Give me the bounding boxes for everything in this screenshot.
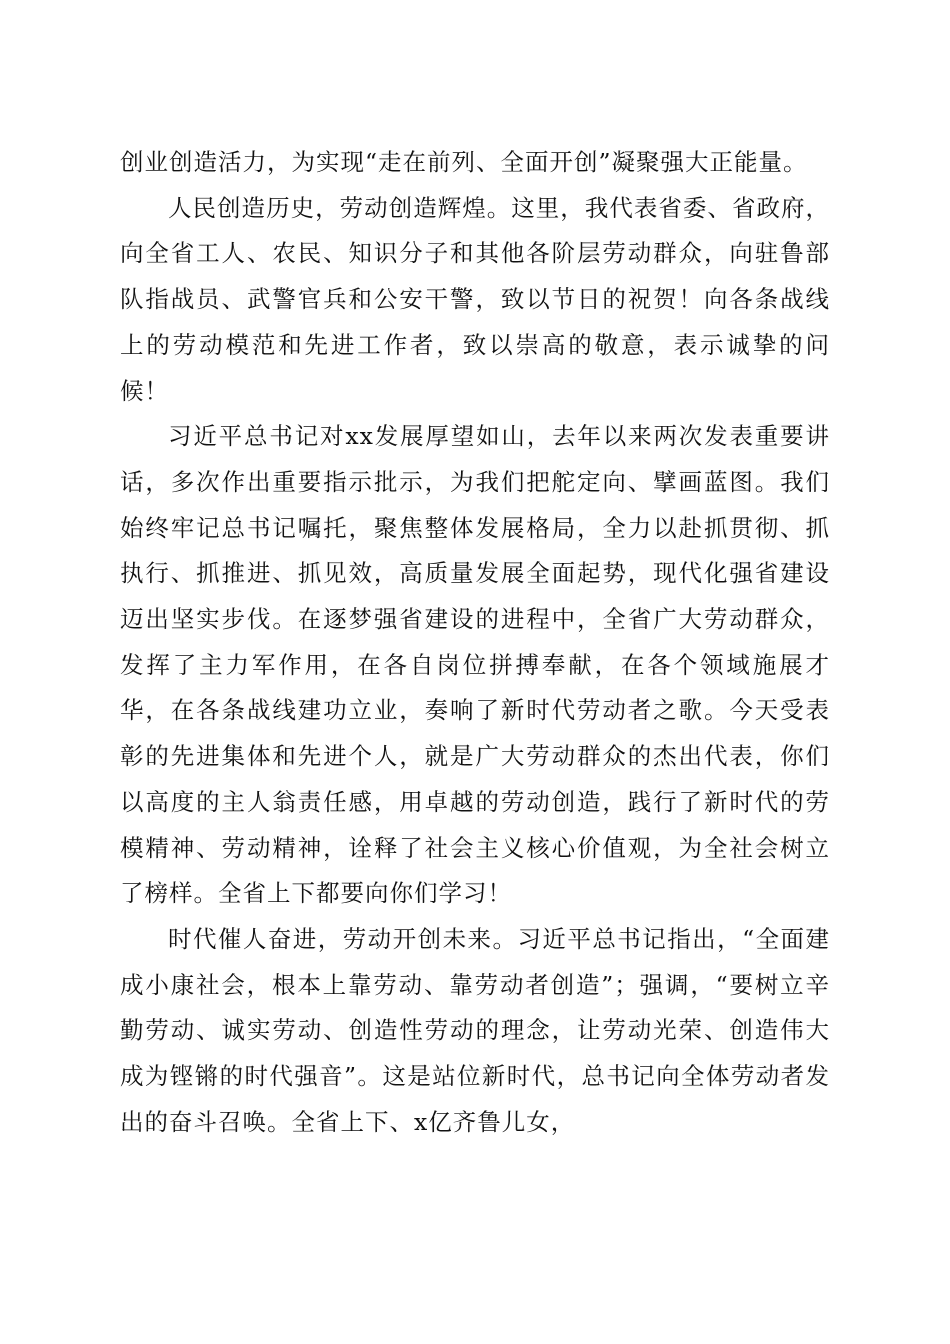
paragraph: 习近平总书记对xx发展厚望如山，去年以来两次发表重要讲话，多次作出重要指示批示，为我们把舵定向、擘画蓝图。我们始终牢记总书记嘱托，聚焦整体发展格局，全力以赴抓贯彻、抓执行、抓推进、抓见效，高质量发展全面起势，现代化强省建设迈出坚实步伐。在逐梦强省建设的进程中，全省广大劳动群众，发挥了主力军作用，在各自岗位拼搏奉献，在各个领域施展才华，在各条战线建功立业，奏响了新时代劳动者之歌。今天受表彰的先进集体和先进个人，就是广大劳动群众的杰出代表，你们以高度的主人翁责任感，用卓越的劳动创造，践行了新时代的劳模精神、劳动精神，诠释了社会主义核心价值观，为全社会树立了榜样。全省上下都要向你们学习！ [120, 422, 830, 908]
paragraph: 时代催人奋进，劳动开创未来。习近平总书记指出，“全面建成小康社会，根本上靠劳动、靠劳动者创造”；强调，“要树立辛勤劳动、诚实劳动、创造性劳动的理念，让劳动光荣、创造伟大成为铿锵的时代强音”。这是站位新时代，总书记向全体劳动者发出的奋斗召唤。全省上下、x亿齐鲁儿女， [120, 924, 830, 1136]
paragraph-continuation: 创业创造活力，为实现“走在前列、全面开创”凝聚强大正能量。 [120, 148, 808, 176]
document-body [120, 140, 830, 1145]
paragraph: 人民创造历史，劳动创造辉煌。这里，我代表省委、省政府，向全省工人、农民、知识分子和其他各阶层劳动群众，向驻鲁部队指战员、武警官兵和公安干警，致以节日的祝贺！向各条战线上的劳动模范和先进工作者，致以崇高的敬意，表示诚挚的问候！ [120, 193, 830, 405]
